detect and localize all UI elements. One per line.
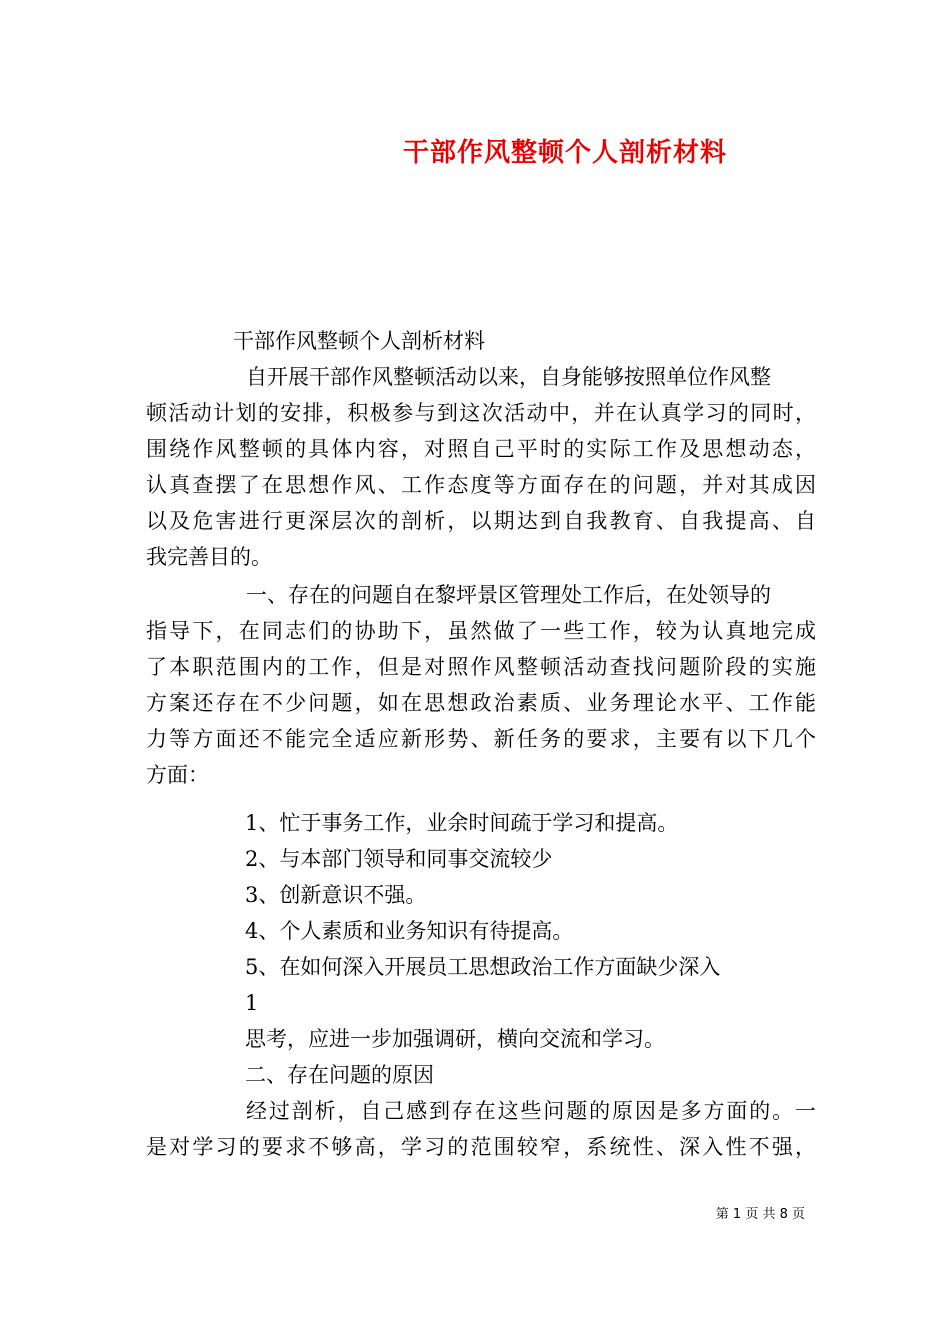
paragraph-line: 经过剖析，自己感到存在这些问题的原因是多方面的。一: [246, 1099, 816, 1123]
paragraph-line: 思考，应进一步加强调研，横向交流和学习。: [245, 1027, 665, 1051]
paragraph-line: 方面：: [146, 763, 209, 787]
subtitle-line: 干部作风整顿个人剖析材料: [233, 329, 485, 353]
paragraph-line: 围绕作风整顿的具体内容，对照自己平时的实际工作及思想动态，: [146, 437, 816, 461]
paragraph-line: 顿活动计划的安排，积极参与到这次活动中，并在认真学习的同时，: [146, 401, 816, 425]
section-heading: 二、存在问题的原因: [245, 1063, 434, 1087]
paragraph-line: 认真查摆了在思想作风、工作态度等方面存在的问题，并对其成因: [146, 473, 816, 497]
paragraph-line: 我完善目的。: [146, 545, 272, 569]
paragraph-line: 自开展干部作风整顿活动以来，自身能够按照单位作风整: [246, 365, 771, 389]
page-footer: 第 1 页 共 8 页: [715, 1207, 805, 1222]
paragraph-line: 是对学习的要求不够高，学习的范围较窄，系统性、深入性不强，: [146, 1135, 816, 1159]
list-item: 2、与本部门领导和同事交流较少: [245, 847, 553, 871]
paragraph-line: 方案还存在不少问题，如在思想政治素质、业务理论水平、工作能: [146, 691, 816, 715]
list-item: 1、忙于事务工作，业余时间疏于学习和提高。: [245, 811, 679, 835]
list-item: 4、个人素质和业务知识有待提高。: [245, 919, 574, 943]
document-title: 干部作风整顿个人剖析材料: [402, 138, 727, 168]
list-item: 3、创新意识不强。: [245, 883, 427, 907]
paragraph-line: 指导下，在同志们的协助下，虽然做了一些工作，较为认真地完成: [146, 619, 816, 643]
paragraph-line: 一、存在的问题自在黎坪景区管理处工作后，在处领导的: [246, 583, 771, 607]
paragraph-line: 了本职范围内的工作，但是对照作风整顿活动查找问题阶段的实施: [146, 655, 816, 679]
page-marker: 1: [245, 991, 259, 1015]
paragraph-line: 以及危害进行更深层次的剖析，以期达到自我教育、自我提高、自: [146, 509, 816, 533]
list-item: 5、在如何深入开展员工思想政治工作方面缺少深入: [245, 955, 721, 979]
paragraph-line: 力等方面还不能完全适应新形势、新任务的要求，主要有以下几个: [146, 727, 816, 751]
